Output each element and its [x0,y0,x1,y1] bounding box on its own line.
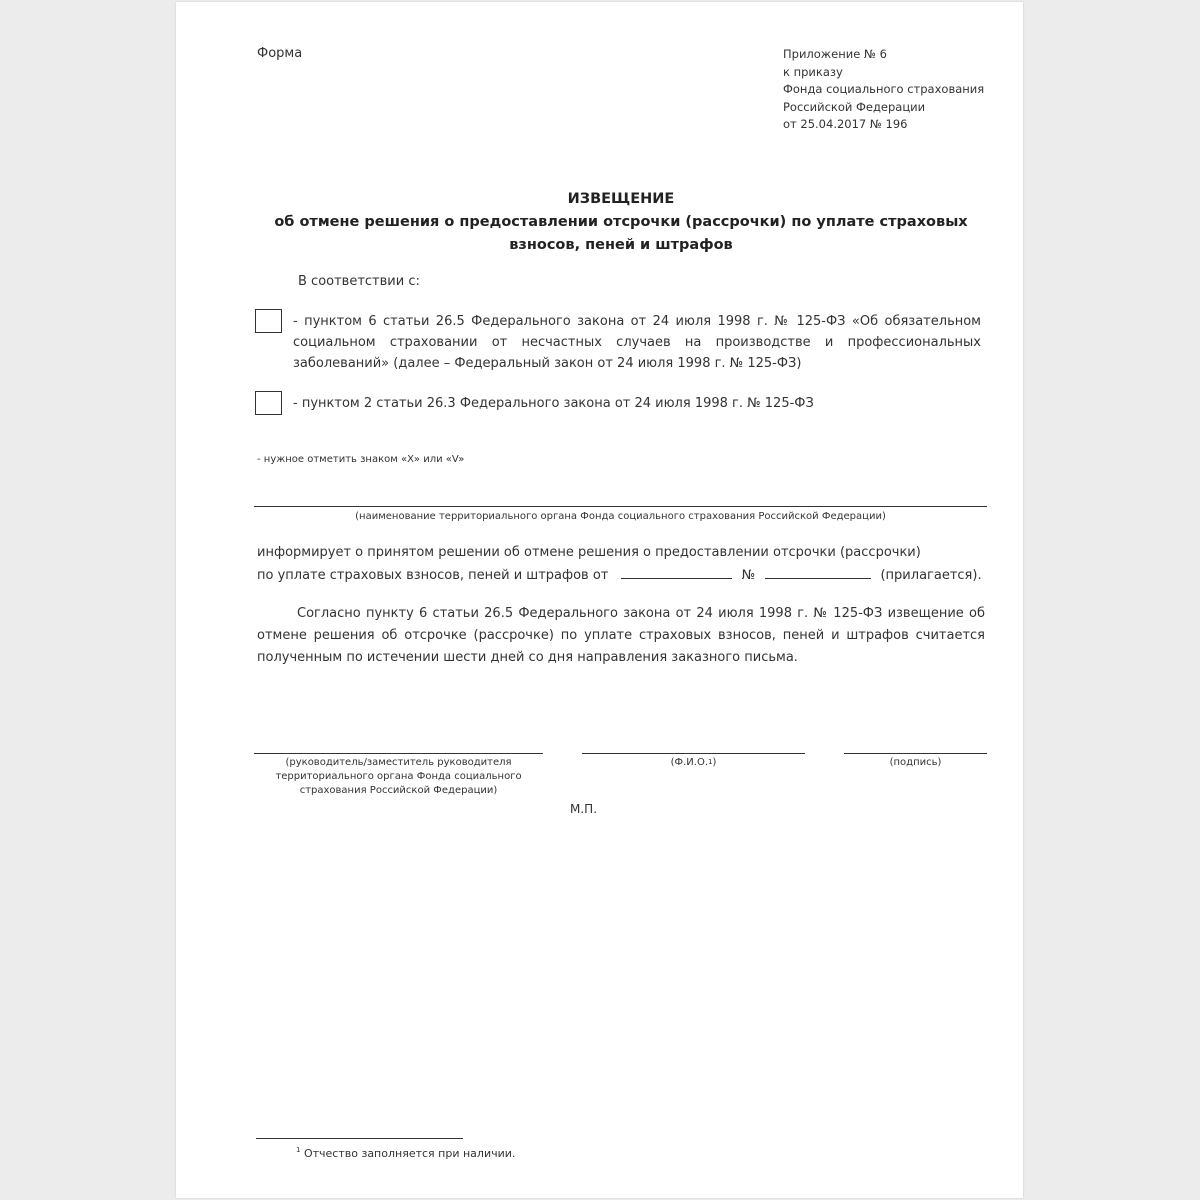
fio-field[interactable] [582,753,805,754]
annex-line: Российской Федерации [783,99,926,114]
option-1-checkbox[interactable] [255,309,282,333]
decision-number-field[interactable] [765,564,871,579]
form-label: Форма [257,46,303,61]
head-position-caption: (руководитель/заместитель руководителя территориального органа Фонда социального страхования Российской Федерации) [275,757,522,796]
signature-field[interactable] [844,753,987,754]
annex-line: Фонда социального страхования [783,82,985,96]
option-2-text: - пунктом 2 статьи 26.3 Федерального закона от 24 июля 1998 г. № 125-ФЗ [293,396,814,411]
fio-caption-end: ) [712,757,717,768]
footnote-divider [256,1138,463,1139]
org-name-field[interactable] [254,506,987,507]
title-line-2: об отмене решения о предоставлении отсрочки (рассрочки) по уплате страховых [274,214,968,230]
signature-caption: (подпись) [889,757,942,768]
title-line-3: взносов, пеней и штрафов [509,237,733,253]
fio-caption [582,756,805,770]
org-name-caption: (наименование территориального органа Фонда социального страхования Российской Федерации) [355,511,886,522]
mark-note: - нужное отметить знаком «X» или «V» [257,454,465,465]
annex-line: от 25.04.2017 № 196 [783,117,908,131]
option-2-checkbox[interactable] [255,391,282,415]
decision-date-field[interactable] [621,564,732,579]
intro-text: В соответствии с: [298,274,420,289]
option-1-text: - пунктом 6 статьи 26.5 Федерального закона от 24 июля 1998 г. № 125-ФЗ «Об обязательном социальном страховании от несчастных случаев на производстве и профессиональных заболеваний» (далее – Федеральный закон от 24 июля 1998 г. № 125-ФЗ) [293,314,981,371]
annex-line: к приказу [783,64,843,79]
annex-line: Приложение № 6 [783,47,887,61]
annex-block [783,46,984,134]
fio-footnote-marker: 1 [708,758,713,766]
footnote-text: Отчество заполняется при наличии. [303,1147,516,1160]
stamp-place: М.П. [570,802,598,816]
title-main: ИЗВЕЩЕНИЕ [567,191,675,207]
document-page [176,2,1023,1198]
attached-note: (прилагается). [880,568,982,583]
footnote [296,1147,515,1160]
number-sign: № [741,568,756,583]
paragraph-1-line-1: информирует о принятом решении об отмене решения о предоставлении отсрочки (рассрочки) [257,545,921,560]
document-title [256,188,986,257]
footnote-marker: 1 [296,1146,301,1154]
paragraph-2: Согласно пункту 6 статьи 26.5 Федерального закона от 24 июля 1998 г. № 125-ФЗ извещение об отмене решения об отсрочке (рассрочке) по уплате страховых взносов, пеней и штрафов считается полученным по истечении шести дней со дня направления заказного письма. [257,606,985,665]
head-position-field[interactable] [254,753,543,754]
paragraph-1-start: по уплате страховых взносов, пеней и штрафов от [257,568,609,583]
paragraph-1-line-2 [257,564,982,587]
fio-caption-text: (Ф.И.О. [670,757,709,768]
